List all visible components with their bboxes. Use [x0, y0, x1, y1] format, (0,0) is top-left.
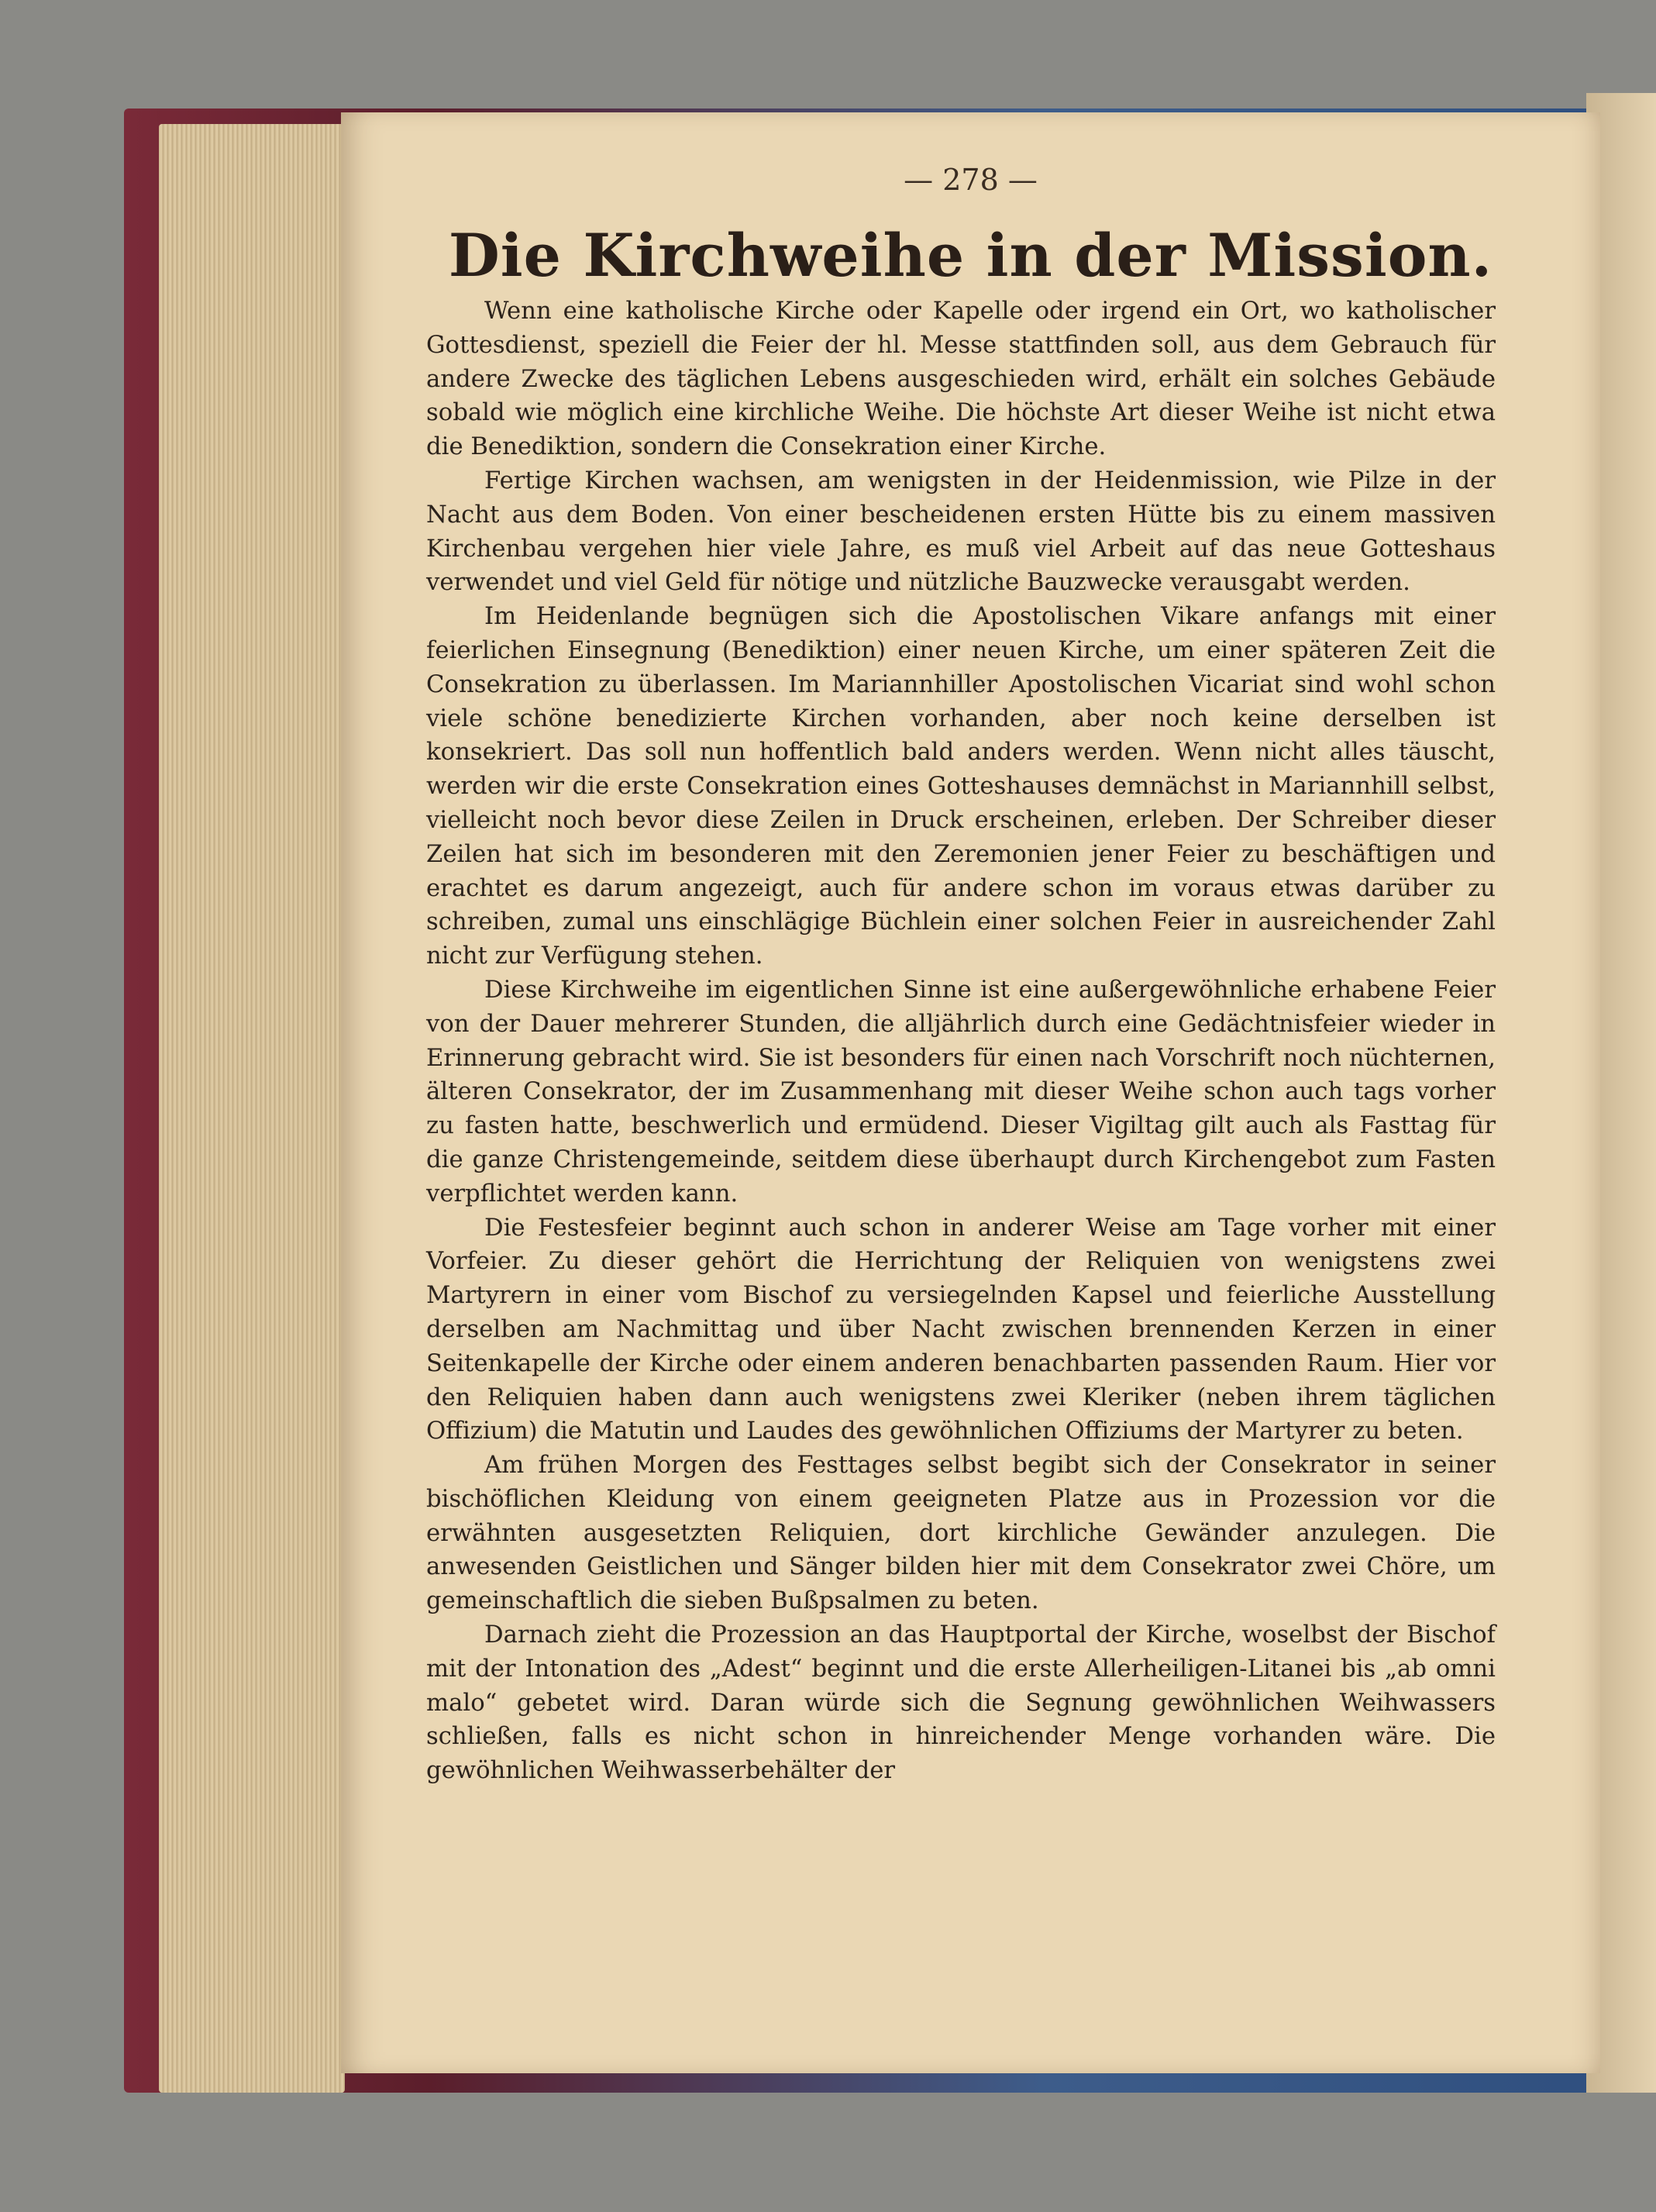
- paragraph-4: Diese Kirchweihe im eigentlichen Sinne ist eine außergewöhnliche erhabene Feier von der Dauer mehrerer Stunden, die alljährlich durch eine Gedächtnisfeier wieder in Erinnerung gebracht wird. Sie ist besonders für einen nach Vorschrift noch nüchternen, älteren Consekrator, der im Zusammenhang mit dieser Weihe schon auch tags vorher zu fasten hatte, beschwerlich und ermüdend. Dieser Vigiltag gilt auch als Fasttag für die ganze Christengemeinde, seitdem diese überhaupt durch Kirchengebot zum Fasten verpflichtet werden kann.: [426, 976, 1496, 1208]
- paragraph-2: Fertige Kirchen wachsen, am wenigsten in der Heidenmission, wie Pilze in der Nacht aus dem Boden. Von einer bescheidenen ersten Hütte bis zu einem massiven Kirchenbau vergehen hier viele Jahre, es muß viel Arbeit auf das neue Gotteshaus verwendet und viel Geld für nötige und nützliche Bauzwecke verausgabt werden.: [426, 467, 1496, 597]
- paragraph-5: Die Festesfeier beginnt auch schon in anderer Weise am Tage vorher mit einer Vorfeier. Zu dieser gehört die Herrichtung der Reliquien von wenigstens zwei Martyrern in einer vom Bischof zu versiegelnden Kapsel und feierliche Ausstellung derselben am Nachmittag und über Nacht zwischen brennenden Kerzen in einer Seitenkapelle der Kirche oder einem anderen benachbarten passenden Raum. Hier vor den Reliquien haben dann auch wenigstens zwei Kleriker (neben ihrem täglichen Offizium) die Matutin und Laudes des gewöhnlichen Offiziums der Martyrer zu beten.: [426, 1214, 1496, 1445]
- book-page: [341, 112, 1600, 2073]
- paragraph-3: Im Heidenlande begnügen sich die Apostolischen Vikare anfangs mit einer feierlichen Einsegnung (Benediktion) einer neuen Kirche, um einer späteren Zeit die Consekration zu überlassen. Im Mariannhiller Apostolischen Vicariat sind wohl schon viele schöne benedizierte Kirchen vorhanden, aber noch keine derselben ist konsekriert. Das soll nun hoffentlich bald anders werden. Wenn nicht alles täuscht, werden wir die erste Consekration eines Gotteshauses demnächst in Mariannhill selbst, vielleicht noch bevor diese Zeilen in Druck erscheinen, erleben. Der Schreiber dieser Zeilen hat sich im besonderen mit den Zeremonien jener Feier zu beschäftigen und erachtet es darum angezeigt, auch für andere schon im voraus etwas darüber zu schreiben, zumal uns einschlägige Büchlein einer solchen Feier in ausreichender Zahl nicht zur Verfügung stehen.: [426, 603, 1496, 970]
- paragraph-1: Wenn eine katholische Kirche oder Kapelle oder irgend ein Ort, wo katholischer Gottesdienst, speziell die Feier der hl. Messe stattfinden soll, aus dem Gebrauch für andere Zwecke des täglichen Lebens ausgeschieden wird, erhält ein solches Gebäude sobald wie möglich eine kirchliche Weihe. Die höchste Art dieser Weihe ist nicht etwa die Benediktion, sondern die Consekration einer Kirche.: [426, 298, 1496, 461]
- page-number: — 278 —: [904, 163, 1038, 197]
- paragraph-6: Am frühen Morgen des Festtages selbst begibt sich der Consekrator in seiner bischöflichen Kleidung von einem geeigneten Platze aus in Prozession vor die erwähnten ausgesetzten Reliquien, dort kirchliche Gewänder anzulegen. Die anwesenden Geistlichen und Sänger bilden hier mit dem Consekrator zwei Chöre, um gemeinschaftlich die sieben Bußpsalmen zu beten.: [426, 1452, 1496, 1615]
- page-title: Die Kirchweihe in der Mission.: [448, 221, 1493, 290]
- body-text: [426, 295, 1496, 1788]
- page-stack: [159, 124, 345, 2093]
- paragraph-7: Darnach zieht die Prozession an das Hauptportal der Kirche, woselbst der Bischof mit der Intonation des „Adest“ beginnt und die erste Allerheiligen-Litanei bis „ab omni malo“ gebetet wird. Daran würde sich die Segnung gewöhnlichen Weihwassers schließen, falls es nicht schon in hinreichender Menge vorhanden wäre. Die gewöhnlichen Weihwasserbehälter der: [426, 1621, 1496, 1785]
